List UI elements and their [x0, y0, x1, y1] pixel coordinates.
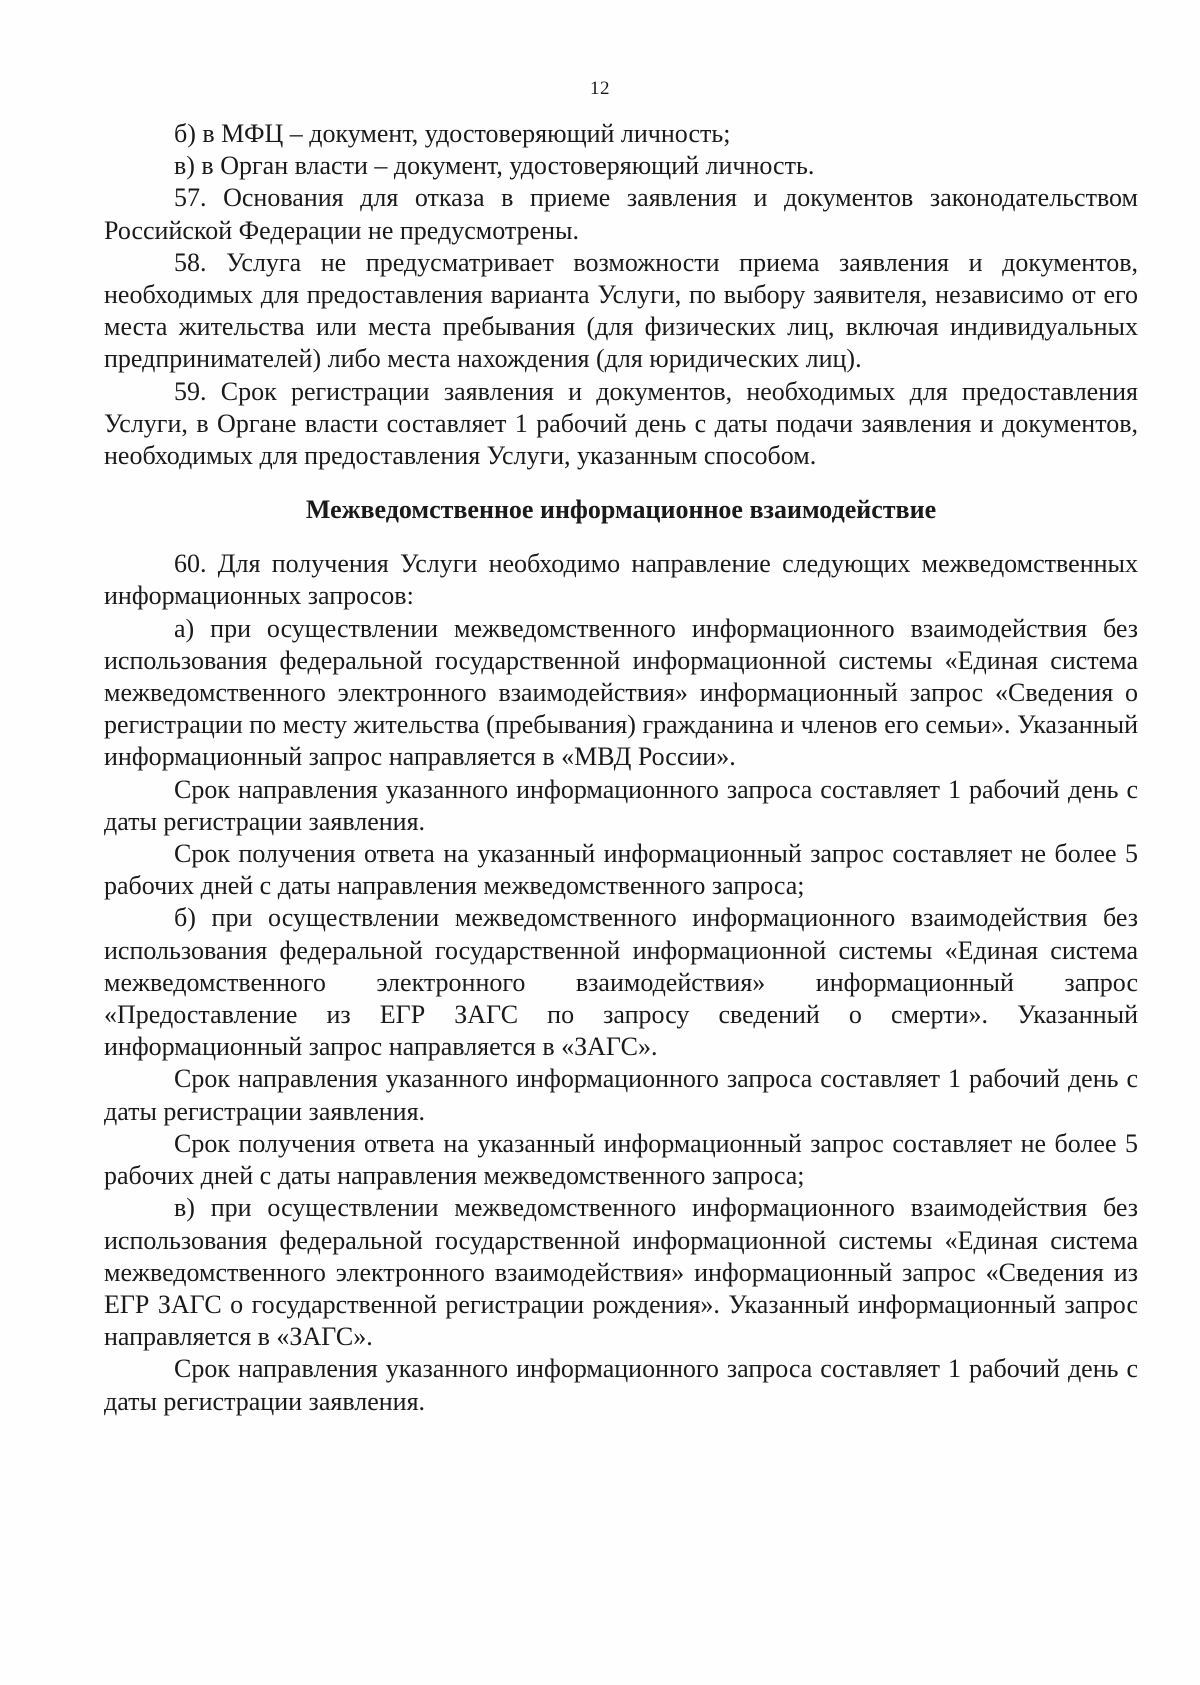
paragraph-60-a-response-term: Срок получения ответа на указанный информационный запрос составляет не более 5 рабочих дней с даты направления межведомственного запроса; — [104, 839, 1138, 901]
paragraph-60-b-response-term: Срок получения ответа на указанный информационный запрос составляет не более 5 рабочих дней с даты направления межведомственного запроса; — [104, 1128, 1138, 1191]
paragraph-58: 58. Услуга не предусматривает возможности приема заявления и документов, необходимых для предоставления варианта Услуги, по выбору заявителя, независимо от его места жительства или места пребывания (для физических лиц, включая индивидуальных предпринимателей) либо места нахождения (для юридических лиц). — [104, 247, 1138, 374]
paragraph-item-b-mfc: б) в МФЦ – документ, удостоверяющий личность; — [174, 119, 731, 148]
paragraph-60-a: а) при осуществлении межведомственного информационного взаимодействия без использования федеральной государственной информационной системы «Единая система межведомственного электронного взаимодействия» информационный запрос «Сведения о регистрации по месту жительства (пребывания) гражданина и членов его семьи». Указанный информационный запрос направляется в «МВД России». — [104, 613, 1138, 772]
section-heading: Межведомственное информационное взаимодействие — [305, 495, 937, 525]
paragraph-60: 60. Для получения Услуги необходимо направление следующих межведомственных информационных запросов: — [104, 549, 1138, 611]
paragraph-59: 59. Срок регистрации заявления и документов, необходимых для предоставления Услуги, в Органе власти составляет 1 рабочий день с даты подачи заявления и документов, необходимых для предоставления Услуги, указанным способом. — [104, 376, 1138, 471]
paragraph-item-v-organ: в) в Орган власти – документ, удостоверяющий личность. — [174, 151, 815, 181]
paragraph-60-v: в) при осуществлении межведомственного информационного взаимодействия без использования федеральной государственной информационной системы «Единая система межведомственного электронного взаимодействия» информационный запрос «Сведения из ЕГР ЗАГС о государственной регистрации рождения». Указанный информационный запрос направляется в «ЗАГС». — [104, 1193, 1138, 1352]
paragraph-60-v-send-term: Срок направления указанного информационного запроса составляет 1 рабочий день с даты регистрации заявления. — [104, 1354, 1138, 1416]
paragraph-57: 57. Основания для отказа в приеме заявления и документов законодательством Российской Федерации не предусмотрены. — [104, 183, 1138, 245]
paragraph-60-b-send-term: Срок направления указанного информационного запроса составляет 1 рабочий день с даты регистрации заявления. — [104, 1064, 1138, 1126]
document-body — [104, 118, 1138, 1418]
page-number: 12 — [590, 78, 610, 99]
paragraph-60-b: б) при осуществлении межведомственного информационного взаимодействия без использования федеральной государственной информационной системы «Единая система межведомственного электронного взаимодействия» информационный запрос «Предоставление из ЕГР ЗАГС по запросу сведений о смерти». Указанный информационный запрос направляется в «ЗАГС». — [104, 903, 1138, 1062]
paragraph-60-a-send-term: Срок направления указанного информационного запроса составляет 1 рабочий день с даты регистрации заявления. — [104, 774, 1138, 836]
